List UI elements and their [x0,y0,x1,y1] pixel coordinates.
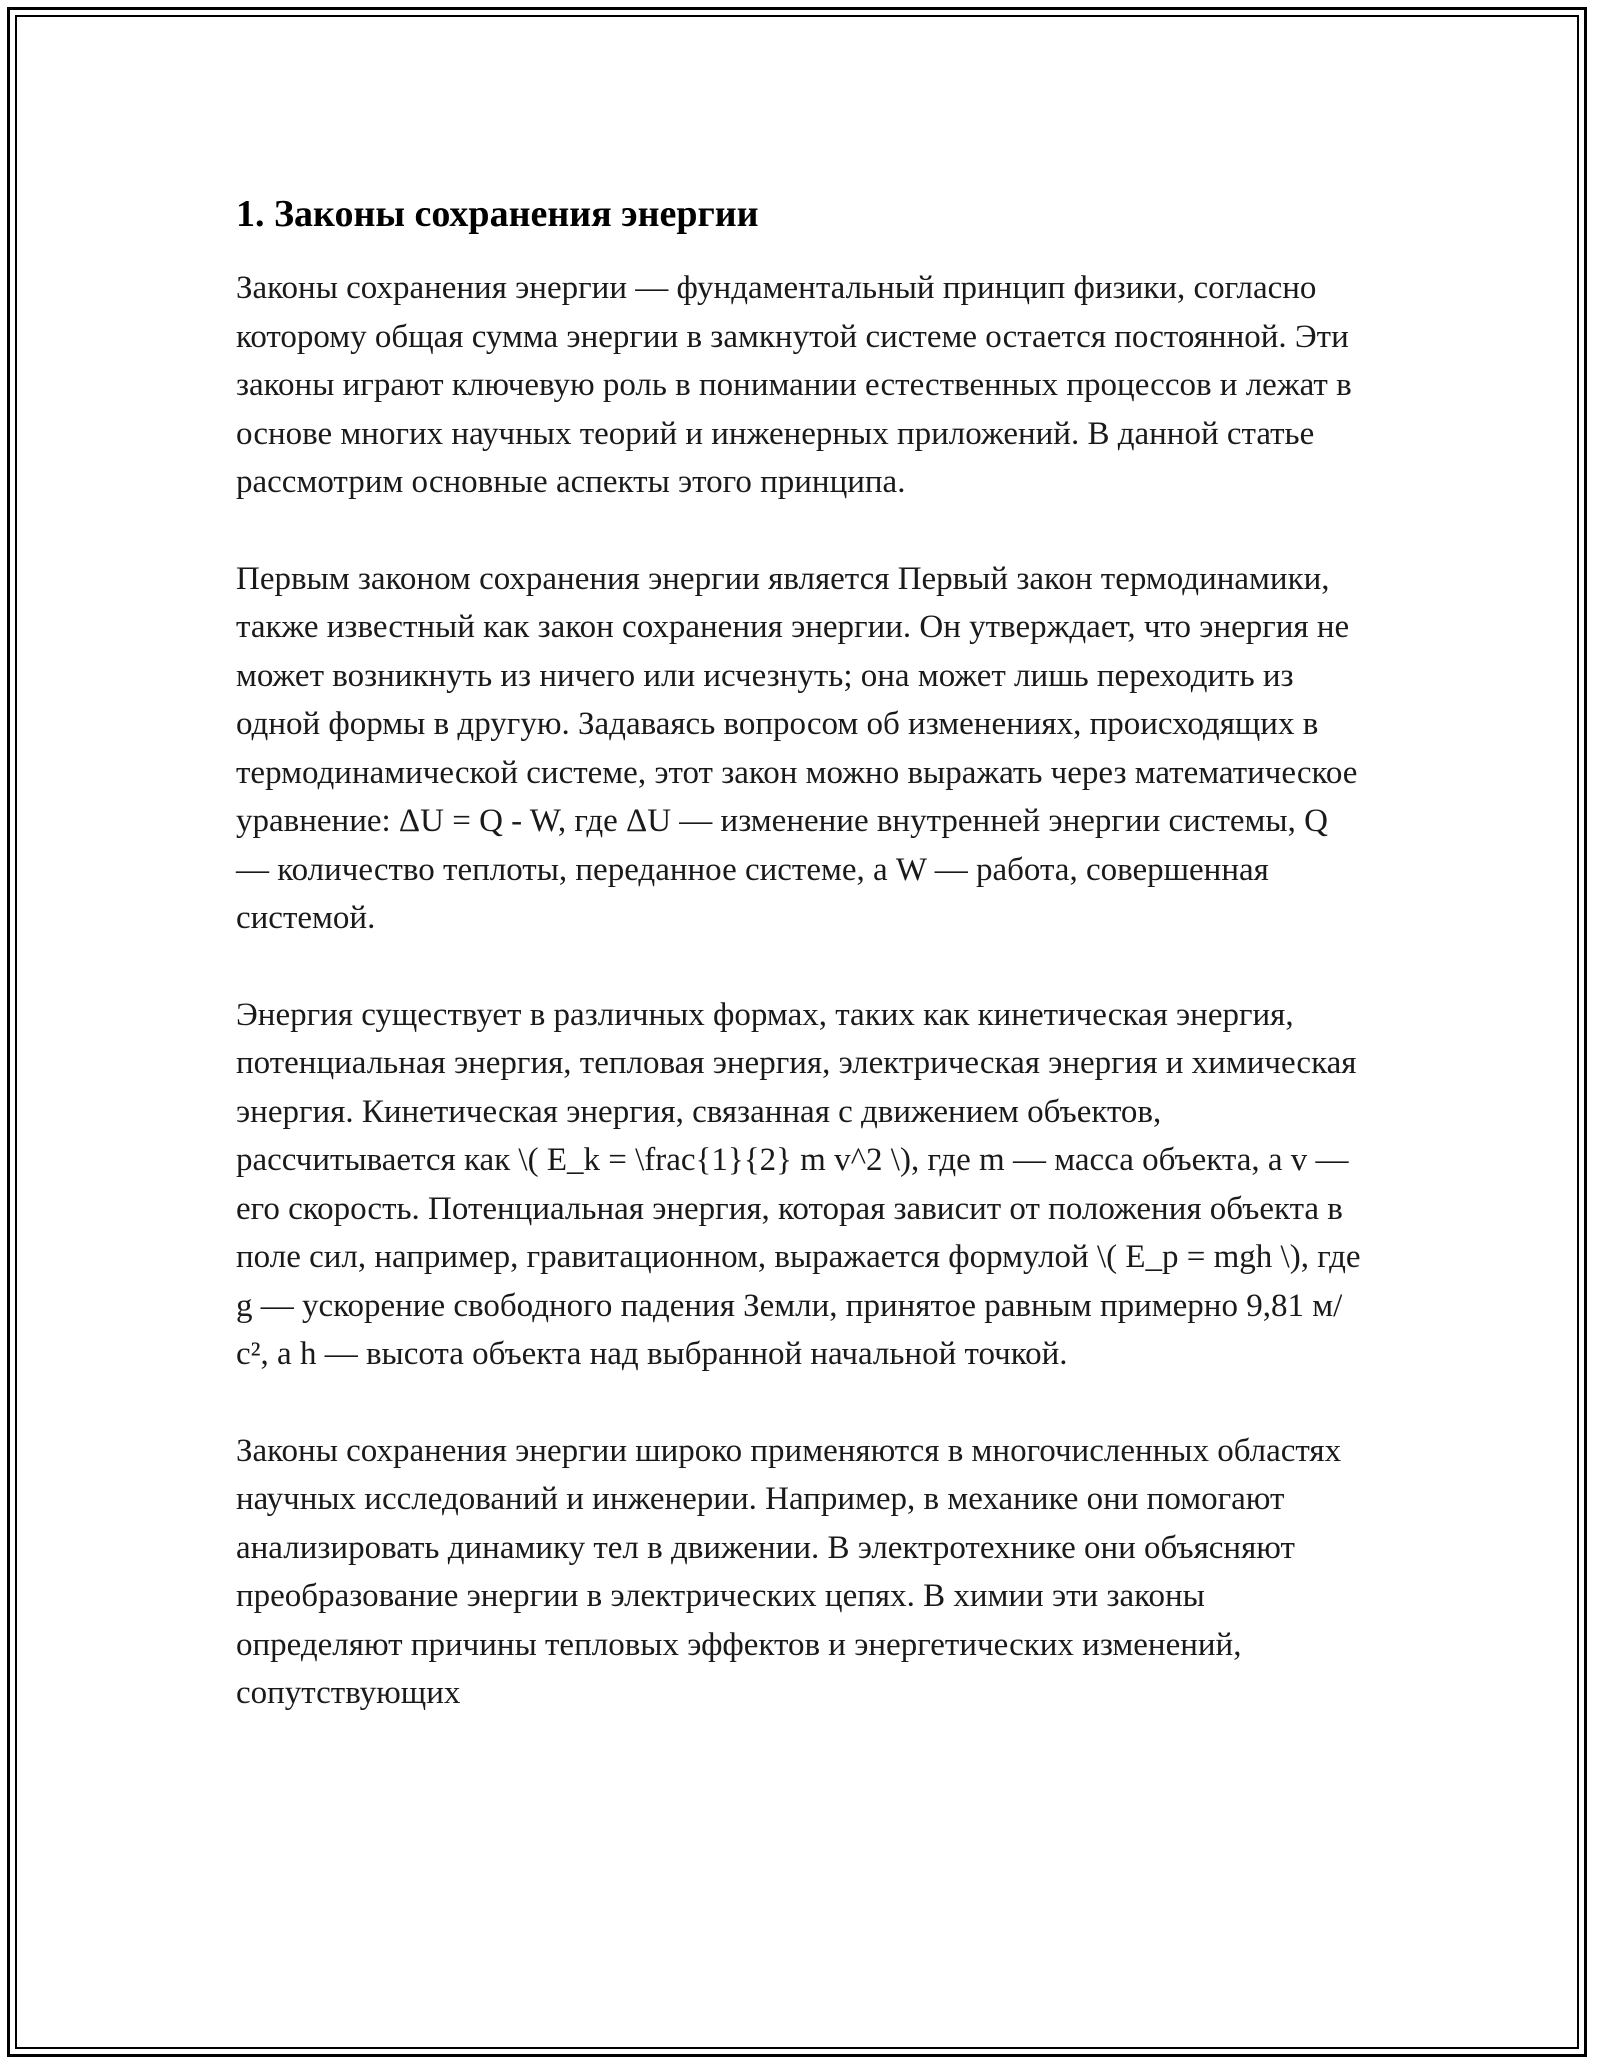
paragraph-energy-forms: Энергия существует в различных формах, таких как кинетическая энергия, потенциальная энергия, тепловая энергия, электрическая энергия и химическая энергия. Кинетическая энергия, связанная с движением объектов, рассчитывается как \( E_k = \frac{1}{2} m v^2 \), где m — масса объекта, а v — его скорость. Потенциальная энергия, которая зависит от положения объекта в поле сил, например, гравитационном, выражается формулой \( E_p = mgh \), где g — ускорение свободного падения Земли, принятое равным примерно 9,81 м/с², а h — высота объекта над выбранной начальной точкой. [236,996,1361,1372]
paragraph-first-law: Первым законом сохранения энергии является Первый закон термодинамики, также известный как закон сохранения энергии. Он утверждает, что энергия не может возникнуть из ничего или исчезнуть; она может лишь переходить из одной формы в другую. Задаваясь вопросом об изменениях, происходящих в термодинамической системе, этот закон можно выражать через математическое уравнение: ΔU = Q - W, где ΔU — изменение внутренней энергии системы, Q — количество теплоты, переданное системе, а W — работа, совершенная системой. [236,560,1358,936]
paragraph-applications: Законы сохранения энергии широко применяются в многочисленных областях научных исследований и инженерии. Например, в механике они помогают анализировать динамику тел в движении. В электротехнике они объясняют преобразование энергии в электрических цепях. В химии эти законы определяют причины тепловых эффектов и энергетических изменений, сопутствующих [236,1432,1342,1711]
paragraph-intro: Законы сохранения энергии — фундаментальный принцип физики, согласно которому общая сумма энергии в замкнутой системе остается постоянной. Эти законы играют ключевую роль в понимании естественных процессов и лежат в основе многих научных теорий и инженерных приложений. В данной статье рассмотрим основные аспекты этого принципа. [236,270,1352,500]
document-body [236,186,1366,1766]
section-title: 1. Законы сохранения энергии [236,193,759,235]
